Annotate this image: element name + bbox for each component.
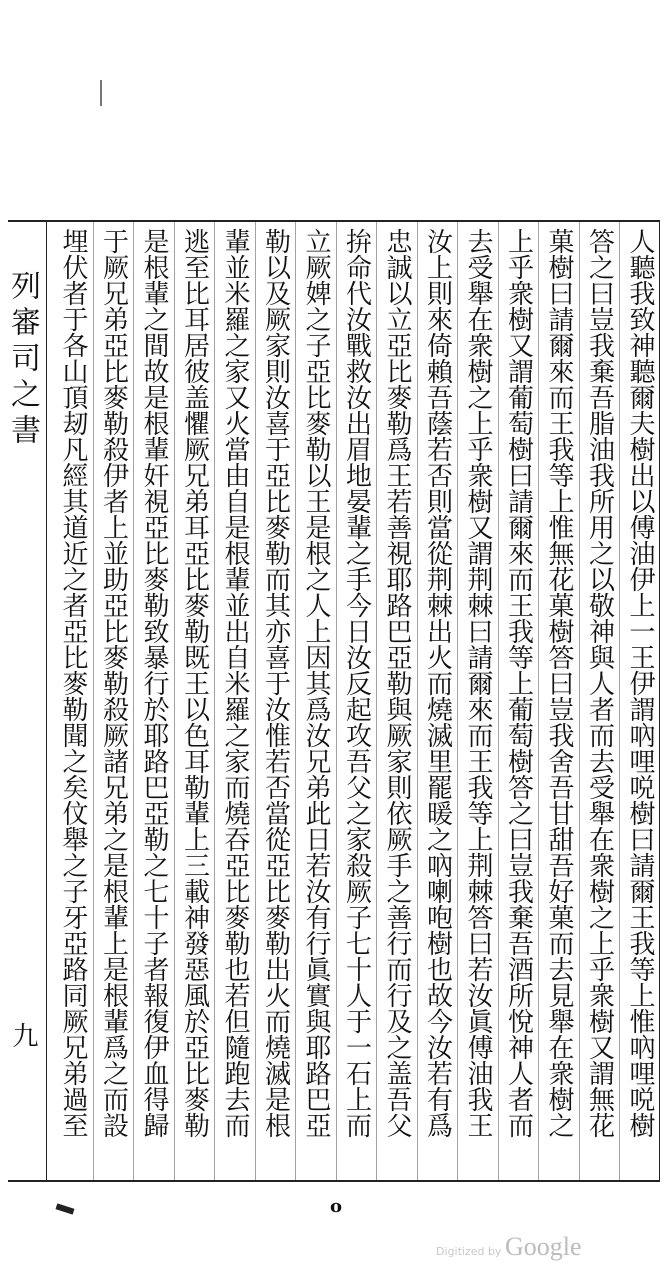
footer-mark: o [330, 1196, 343, 1217]
running-title: 列審司之書 [5, 270, 40, 450]
text-column: 答之曰豈我棄吾脂油我所用之以敬神與人者而去受舉在衆樹之上乎衆樹又謂無花 [584, 228, 615, 1138]
text-column: 埋伏者于各山頂刼凡經其道近之者亞比麥勒聞之矣伩舉之子牙亞路同厥兄弟過至 [58, 228, 88, 1138]
column-separator [133, 222, 134, 1180]
column-separator [579, 222, 580, 1180]
column-separator [174, 222, 175, 1180]
text-column: 菓樹曰請爾來而王我等上惟無花菓樹答曰豈我舍吾甘甜吾好菓而去見舉在衆樹之 [544, 228, 574, 1138]
text-column: 忠誠以立亞比麥勒爲王若善視耶路巴亞勒與厥家則依厥手之善行而行及之盖吾父 [382, 228, 412, 1138]
text-column: 人聽我致神聽爾夫樹出以傅油伊上一王伊謂吶哩哾樹曰請爾王我等上惟吶哩哾樹 [625, 228, 655, 1138]
text-block-frame [5, 220, 660, 1182]
margin-rule [46, 222, 47, 1180]
watermark-prefix: Digitized by [436, 1245, 502, 1258]
column-separator [295, 222, 296, 1180]
text-column: 立厥婢之子亞比麥勒以王是根之人上因其爲汝兄弟此日若汝有行眞實與耶路巴亞 [301, 228, 331, 1138]
column-separator [214, 222, 215, 1180]
text-column: 拚命代汝戰救汝出眉地晏輩之手今日汝反起攻吾父之家殺厥子七十人于一石上而 [341, 228, 372, 1138]
folio-number: 九 [8, 1022, 38, 1048]
scan-artifact [56, 1203, 75, 1214]
text-column: 去受舉在衆樹之上乎衆樹又謂荆棘曰請爾來而王我等上荆棘答曰若汝眞傅油我王 [463, 228, 493, 1138]
digitizer-watermark [436, 1232, 582, 1262]
scan-stray-mark [100, 80, 102, 106]
text-column: 輩並米羅之家又火當由自是根輩並出自米羅之家而燒吞亞比麥勒也若但隨跑去而 [220, 228, 250, 1138]
text-column: 于厥兄弟亞比麥勒殺伊者上並助亞比麥勒殺厥諸兄弟之是根輩上是根輩爲之而設 [98, 228, 129, 1138]
column-separator [457, 222, 458, 1180]
text-column: 汝上則來倚賴吾蔭若否則當從荆棘出火而燒滅里罷暖之吶喇咆樹也故今汝若有爲 [422, 228, 453, 1138]
column-separator [336, 222, 337, 1180]
column-separator [93, 222, 94, 1180]
column-separator [619, 222, 620, 1180]
text-column: 上乎衆樹又謂葡萄樹曰請爾來而王我等上葡萄樹答之曰豈我棄吾酒所悅神人者而 [503, 228, 534, 1138]
text-column: 逃至比耳居彼盖懼厥兄弟耳亞比麥勒既王以色耳勒輩上三載神發惡風於亞比麥勒 [179, 228, 210, 1138]
column-separator [417, 222, 418, 1180]
text-column: 勒以及厥家則汝喜于亞比麥勒而其亦喜于汝惟若否當從亞比麥勒出火而燒滅是根 [260, 228, 291, 1138]
column-separator [498, 222, 499, 1180]
watermark-brand: Google [504, 1232, 582, 1261]
text-column: 是根輩之間故是根輩奸視亞比麥勒致暴行於耶路巴亞勒之七十子者報復伊血得歸 [139, 228, 169, 1138]
column-separator [376, 222, 377, 1180]
column-separator [538, 222, 539, 1180]
column-separator [255, 222, 256, 1180]
